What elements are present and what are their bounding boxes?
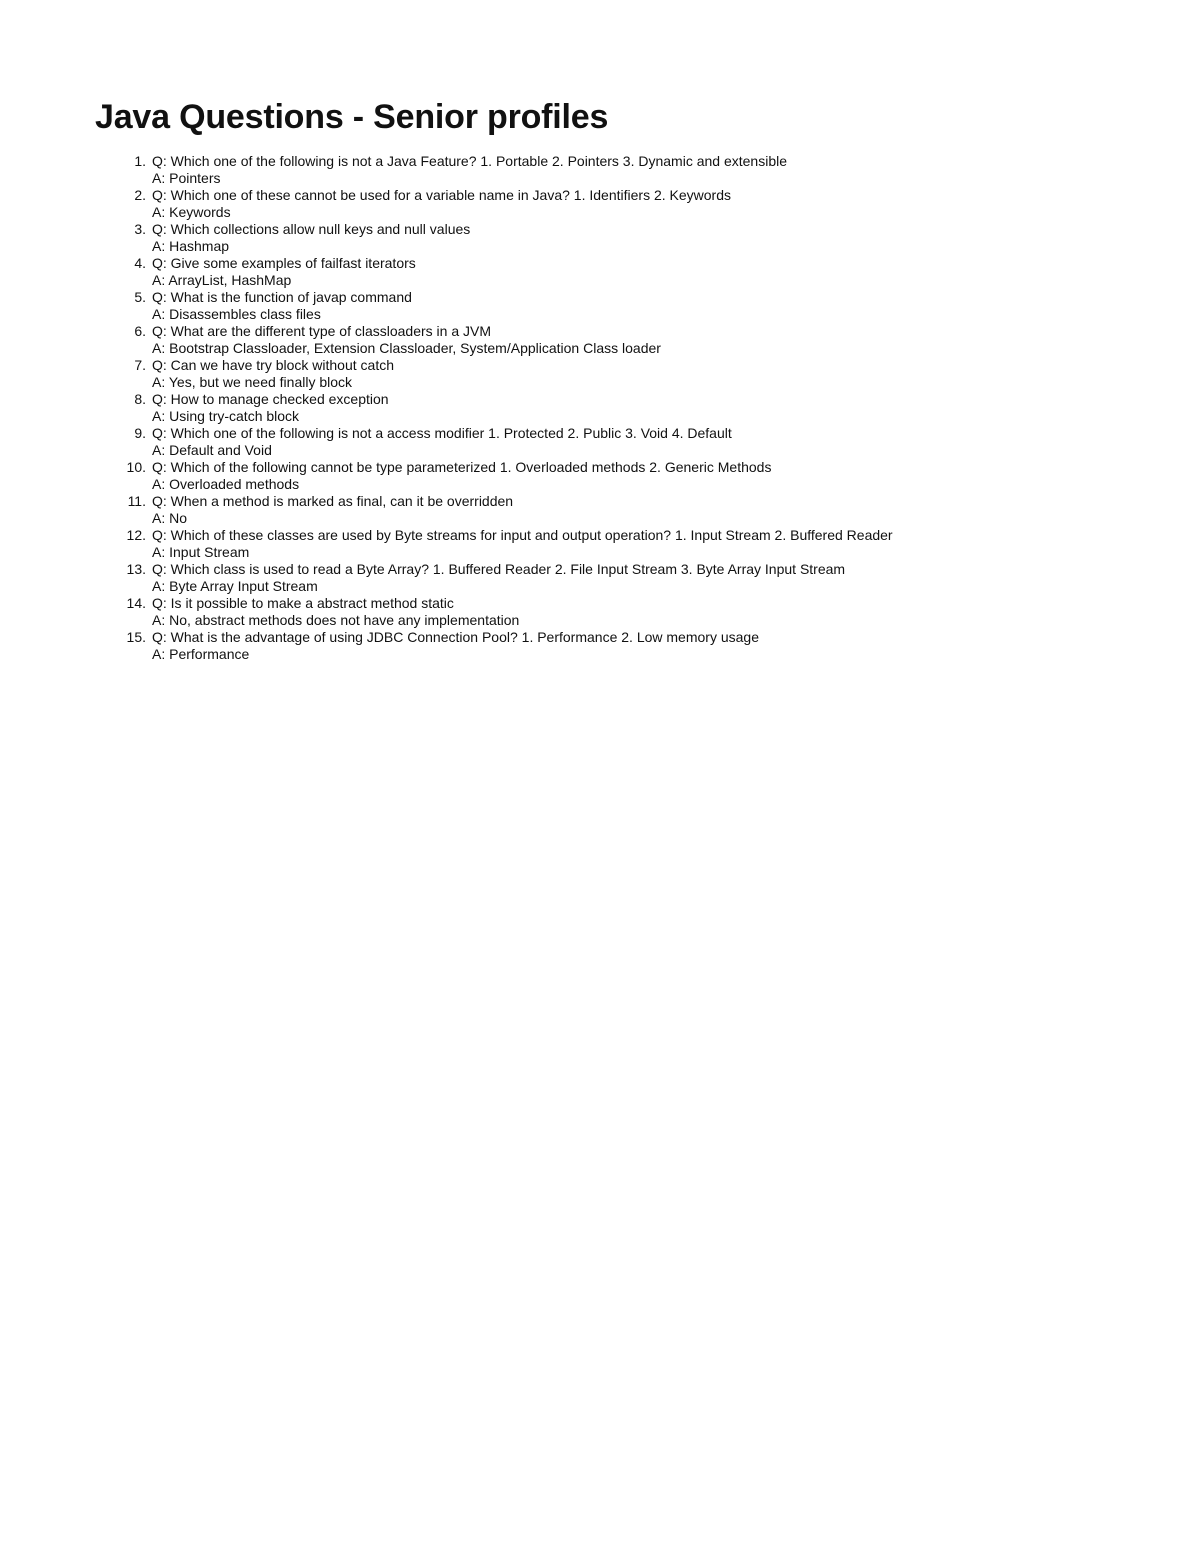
item-number: 2. bbox=[134, 187, 146, 203]
question-text: Q: When a method is marked as final, can it be overridden bbox=[152, 493, 514, 509]
question-text: Q: Can we have try block without catch bbox=[152, 357, 394, 373]
document-title: Java Questions - Senior profiles bbox=[95, 98, 609, 136]
list-item bbox=[0, 153, 1200, 187]
item-number: 8. bbox=[134, 391, 146, 407]
question-text: Q: Which of the following cannot be type parameterized 1. Overloaded methods 2. Generic Methods bbox=[152, 459, 772, 475]
item-number: 9. bbox=[134, 425, 146, 441]
answer-text: A: ArrayList, HashMap bbox=[152, 272, 292, 288]
question-text: Q: How to manage checked exception bbox=[152, 391, 389, 407]
item-number: 5. bbox=[134, 289, 146, 305]
answer-text: A: Disassembles class files bbox=[152, 306, 321, 322]
answer-text: A: Pointers bbox=[152, 170, 221, 186]
item-number: 11. bbox=[127, 493, 146, 509]
list-item bbox=[0, 561, 1200, 595]
item-number: 6. bbox=[134, 323, 146, 339]
question-text: Q: What is the advantage of using JDBC Connection Pool? 1. Performance 2. Low memory usage bbox=[152, 629, 759, 645]
item-number: 12. bbox=[126, 527, 146, 543]
item-number: 14. bbox=[126, 595, 146, 611]
question-text: Q: What are the different type of classloaders in a JVM bbox=[152, 323, 492, 339]
list-item bbox=[0, 527, 1200, 561]
answer-text: A: Byte Array Input Stream bbox=[152, 578, 318, 594]
list-item bbox=[0, 493, 1200, 527]
answer-text: A: Hashmap bbox=[152, 238, 230, 254]
question-text: Q: Which of these classes are used by Byte streams for input and output operation? 1. Input Stream 2. Buffered Reader bbox=[152, 527, 893, 543]
list-item bbox=[0, 425, 1200, 459]
list-item bbox=[0, 459, 1200, 493]
item-number: 4. bbox=[134, 255, 146, 271]
question-text: Q: Which one of these cannot be used for a variable name in Java? 1. Identifiers 2. Keywords bbox=[152, 187, 731, 203]
list-item bbox=[0, 595, 1200, 629]
question-text: Q: Give some examples of failfast iterators bbox=[152, 255, 416, 271]
question-text: Q: What is the function of javap command bbox=[152, 289, 412, 305]
answer-text: A: Default and Void bbox=[152, 442, 272, 458]
list-item bbox=[0, 221, 1200, 255]
list-item bbox=[0, 391, 1200, 425]
answer-text: A: Input Stream bbox=[152, 544, 250, 560]
answer-text: A: Performance bbox=[152, 646, 250, 662]
question-text: Q: Which one of the following is not a access modifier 1. Protected 2. Public 3. Void 4. Default bbox=[152, 425, 732, 441]
answer-text: A: No, abstract methods does not have any implementation bbox=[152, 612, 520, 628]
list-item bbox=[0, 255, 1200, 289]
question-list bbox=[0, 153, 1200, 663]
item-number: 1. bbox=[134, 153, 146, 169]
answer-text: A: Overloaded methods bbox=[152, 476, 300, 492]
question-text: Q: Which one of the following is not a Java Feature? 1. Portable 2. Pointers 3. Dynamic and extensible bbox=[152, 153, 788, 169]
item-number: 3. bbox=[134, 221, 146, 237]
question-text: Q: Which collections allow null keys and null values bbox=[152, 221, 471, 237]
question-text: Q: Which class is used to read a Byte Array? 1. Buffered Reader 2. File Input Stream 3. Byte Array Input Stream bbox=[152, 561, 846, 577]
item-number: 7. bbox=[134, 357, 146, 373]
list-item bbox=[0, 289, 1200, 323]
answer-text: A: Yes, but we need finally block bbox=[152, 374, 353, 390]
item-number: 15. bbox=[126, 629, 146, 645]
answer-text: A: Using try-catch block bbox=[152, 408, 300, 424]
list-item bbox=[0, 323, 1200, 357]
item-number: 13. bbox=[126, 561, 146, 577]
list-item bbox=[0, 629, 1200, 663]
list-item bbox=[0, 357, 1200, 391]
answer-text: A: Bootstrap Classloader, Extension Classloader, System/Application Class loader bbox=[152, 340, 661, 356]
answer-text: A: Keywords bbox=[152, 204, 231, 220]
list-item bbox=[0, 187, 1200, 221]
answer-text: A: No bbox=[152, 510, 188, 526]
item-number: 10. bbox=[126, 459, 146, 475]
question-text: Q: Is it possible to make a abstract method static bbox=[152, 595, 454, 611]
